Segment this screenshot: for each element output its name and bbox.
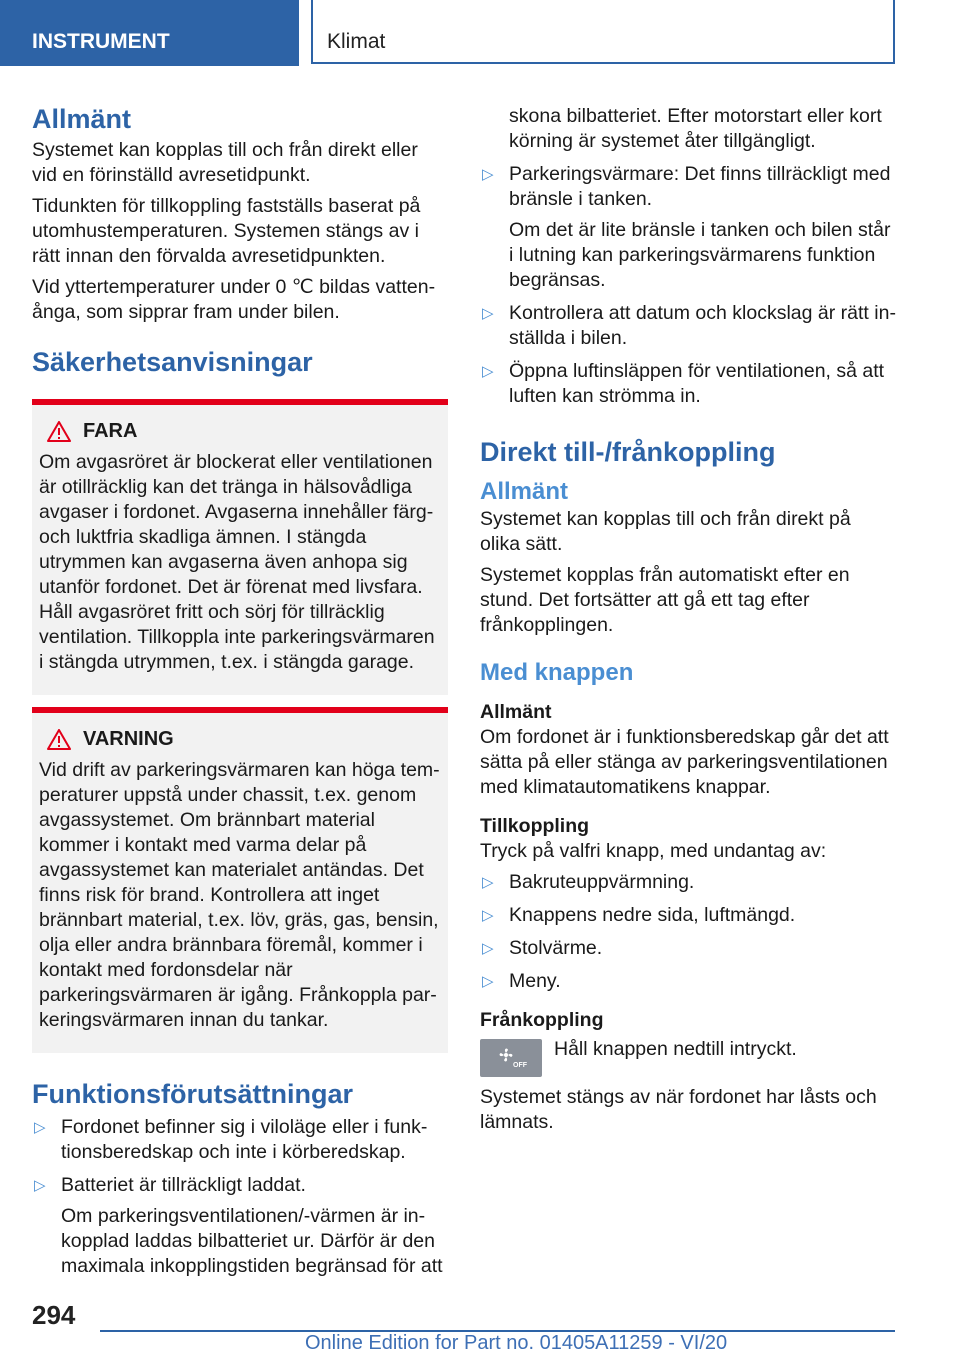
list-item: ▷ Öppna luftinsläppen för ventilationen, så att luften kan strömma in. — [482, 360, 885, 407]
funk-heading: Funktionsförutsättningar — [32, 1079, 353, 1109]
sakerhet-heading: Säkerhetsanvisningar — [32, 347, 313, 377]
list-item-continuation: skona bilbatteriet. Efter motorstart eller kort körning är systemet åter tillgängligt. — [509, 105, 882, 152]
direkt-heading: Direkt till-/frånkoppling — [480, 437, 776, 467]
list-item: ▷ Bakruteuppvärmning. — [482, 871, 695, 893]
danger-box — [32, 399, 448, 695]
bullet-triangle-icon: ▷ — [482, 166, 494, 183]
fan-off-label: OFF — [513, 1062, 527, 1069]
tillkoppling-paragraph: Tryck på valfri knapp, med undantag av: — [480, 840, 827, 862]
allmant-paragraph-3: Vid yttertemperaturer under 0 ℃ bildas vattenånga, som sipprar fram under bilen. — [32, 276, 436, 323]
prereq-list-continued — [480, 104, 896, 409]
footer-edition: Online Edition for Part no. 01405A11259 - VI/20 — [305, 1332, 728, 1354]
warning-triangle-icon — [47, 421, 71, 442]
allmant2-heading: Allmänt — [480, 478, 569, 505]
frankoppling-text: Håll knappen nedtill intryckt. — [554, 1038, 797, 1060]
bullet-triangle-icon: ▷ — [34, 1177, 46, 1194]
bullet-triangle-icon: ▷ — [34, 1119, 46, 1136]
page-header — [0, 0, 960, 66]
warning-box — [32, 707, 448, 1053]
allmant3-heading: Allmänt — [480, 701, 552, 723]
list-item-continuation: Om parkeringsventilationen/-värmen är inkopplad laddas bilbatteriet ur. Därför är den maximala inkopplingstiden begränsad för att — [61, 1205, 443, 1277]
allmant-paragraph-2: Tidunkten för tillkoppling fastställs baserat på utomhustemperaturen. Systemen stängs av i rätt innan den förvalda avresetidpunkten. — [32, 195, 421, 267]
fan-off-button-image — [480, 1039, 542, 1077]
list-item: ▷ Fordonet befinner sig i viloläge eller i funktionsberedskap och inte i körberedskap. — [34, 1116, 428, 1163]
allmant2-paragraph-1: Systemet kan kopplas till och från direkt på olika sätt. — [480, 508, 851, 555]
funk-list — [32, 1115, 448, 1279]
bullet-triangle-icon: ▷ — [482, 305, 494, 322]
left-column — [32, 100, 448, 1279]
bullet-triangle-icon: ▷ — [482, 973, 494, 990]
bullet-triangle-icon: ▷ — [482, 940, 494, 957]
danger-text: Om avgasröret är blockerat eller ventilationen är otillräcklig kan det tränga in hälsovådliga avgaser i fordonet. Avgaserna innehåller färg- och luktfria skadliga ämnen. I stängda utrymmen kan avgaserna även anhopa sig utanför fordonet. Det är förenat med livsfara. Håll avgasröret fritt och sörj för tillräcklig ventilation. Tillkoppla inte parkeringsvärmaren i stängda utrymmen, t.ex. i stängda garage. — [39, 451, 435, 673]
knappen-heading: Med knappen — [480, 659, 634, 686]
fan-off-icon — [494, 1045, 528, 1071]
list-item: ▷ Knappens nedre sida, luftmängd. — [482, 904, 796, 926]
danger-title-text: FARA — [83, 420, 138, 442]
warning-triangle-icon — [47, 729, 71, 750]
page-number: 294 — [32, 1300, 76, 1330]
final-paragraph: Systemet stängs av när fordonet har låsts och lämnats. — [480, 1086, 877, 1133]
list-item-continuation: Om det är lite bränsle i tanken och bilen står i lutning kan parkeringsvärmarens funktion begränsas. — [509, 219, 891, 291]
allmant-paragraph-1: Systemet kan kopplas till och från direkt eller vid en förinställd avresetidpunkt. — [32, 139, 418, 186]
allmant2-paragraph-2: Systemet kopplas från automatiskt efter en stund. Det fortsätter att gå ett tag efter frånkopplingen. — [480, 564, 850, 636]
frankoppling-heading: Frånkoppling — [480, 1009, 604, 1031]
warning-title — [47, 727, 440, 752]
allmant3-paragraph: Om fordonet är i funktionsberedskap går det att sätta på eller stänga av parkeringsventilationen med klimatautomatikens knappar. — [480, 726, 889, 798]
warning-text: Vid drift av parkeringsvärmaren kan höga temperaturer uppstå under chassit, t.ex. genom avgassystemet. Om brännbart material kommer i kontakt med varma delar på avgassystemet kan materialet antändas. Det finns risk för brand. Kontrollera att inget brännbart material, t.ex. löv, gräs, gas, bensin, olja eller andra brännbara föremål, kommer i kontakt med fordonsdelar när parkeringsvärmaren är igång. Frånkoppla parkeringsvärmaren innan du tankar. — [39, 759, 440, 1031]
list-item: ▷ Kontrollera att datum och klockslag är rätt inställda i bilen. — [482, 302, 896, 349]
bullet-triangle-icon: ▷ — [482, 363, 494, 380]
section-tab: INSTRUMENT — [0, 0, 299, 66]
tillkoppling-heading: Tillkoppling — [480, 815, 590, 837]
warning-title-text: VARNING — [83, 728, 174, 750]
bullet-triangle-icon: ▷ — [482, 874, 494, 891]
list-item: ▷ Stolvärme. — [482, 937, 603, 959]
allmant-heading: Allmänt — [32, 104, 132, 134]
danger-title — [47, 419, 440, 444]
frankoppling-row — [480, 1037, 896, 1077]
list-item: ▷ Meny. — [482, 970, 561, 992]
list-item: ▷ Parkeringsvärmare: Det finns tillräckligt med bränsle i tanken. Om det är lite bränsle i tanken och bilen står i lutning kan parkeringsvärmarens funktion begränsas. — [480, 162, 896, 293]
tillkoppling-list — [480, 870, 896, 994]
chapter-tab: Klimat — [311, 0, 895, 64]
list-item: ▷ Batteriet är tillräckligt laddat. Om parkeringsventilationen/-värmen är inkopplad laddas bilbatteriet ur. Därför är den maximala inkopplingstiden begränsad för att — [32, 1173, 448, 1279]
bullet-triangle-icon: ▷ — [482, 907, 494, 924]
right-column — [480, 104, 896, 1135]
